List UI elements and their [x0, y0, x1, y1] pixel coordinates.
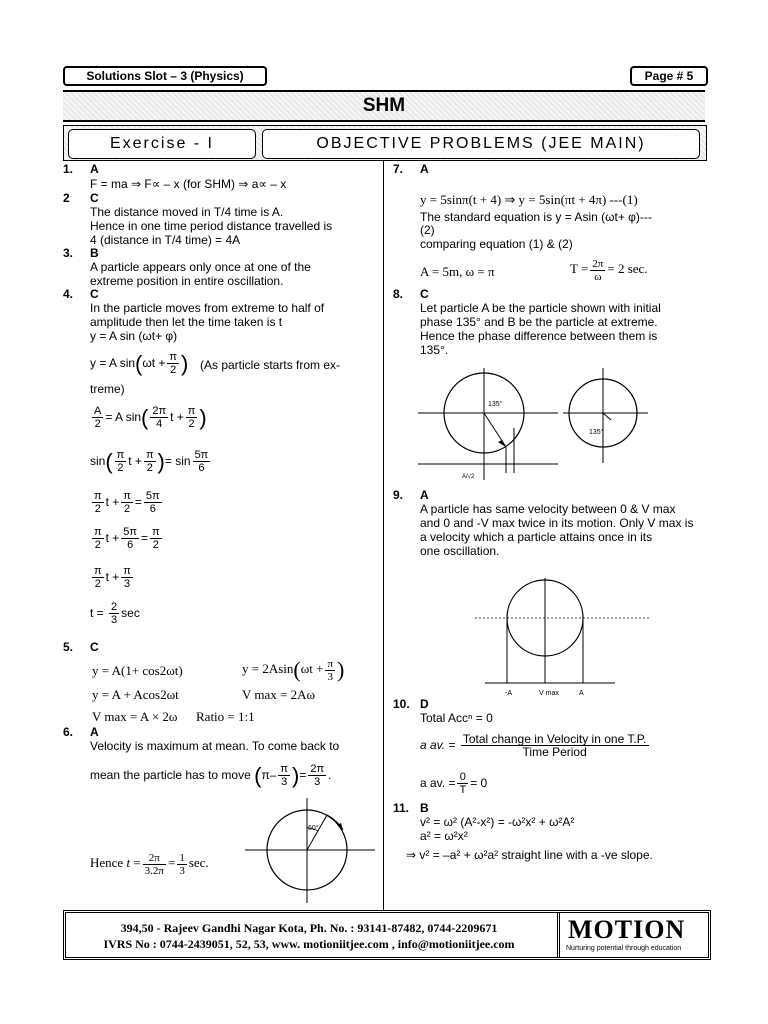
q7-line-4: comparing equation (1) & (2): [420, 237, 573, 251]
q8-line-1: Let particle A be the particle shown with initial: [420, 301, 661, 315]
q2-number: 2: [63, 191, 70, 205]
q2-line-3: 4 (distance in T/4 time) = 4A: [90, 233, 241, 247]
q4-line-2: amplitude then let the time taken is t: [90, 315, 283, 329]
q3-number: 3.: [63, 246, 74, 260]
q9-line-1: A particle has same velocity between 0 & V max: [420, 502, 676, 516]
q9-label-a: A: [579, 690, 584, 697]
q9-line-4: one oscillation.: [420, 544, 500, 558]
q11-answer: B: [420, 801, 429, 815]
q4-equation-3: sin( $\frac{\pi}{2}$ t + $\frac{\pi}{2}$ )= sin $\frac{5\pi}{6}$: [90, 448, 209, 475]
q11-line-1: v² = ω² (A²-x²) = -ω²x² + ω²A²: [420, 815, 575, 829]
exercise-type-text: OBJECTIVE PROBLEMS (JEE MAIN): [316, 135, 646, 152]
q4-sec-label: sec: [121, 606, 140, 620]
q7-line-3: (2): [420, 223, 435, 237]
logo-tagline: Nurturing potential through education: [566, 945, 682, 952]
footer-contact: IVRS No : 0744-2439051, 52, 53, www. motioniitjee.com , info@motioniitjee.com: [103, 937, 515, 951]
q5-line-3b: Ratio = 1:1: [196, 709, 255, 724]
q6-answer: A: [90, 725, 99, 739]
q9-line-2: and 0 and -V max twice in its motion. Only V max is: [420, 516, 694, 530]
q7-period: T = $\frac{2\pi}{\omega}$ = 2 sec.: [570, 257, 648, 283]
footer-address: 394,50 - Rajeev Gandhi Nagar Kota, Ph. No. : 93141-87482, 0744-2209671: [120, 921, 498, 935]
q6-line-2: mean the particle has to move (π– $\frac{\pi}{3}$ )= $\frac{2\pi}{3}$ .: [90, 762, 332, 789]
q8-number: 8.: [393, 287, 404, 301]
column-divider: [383, 160, 384, 910]
q2-line-2: Hence in one time period distance travelled is: [90, 219, 333, 233]
q9-label-v: V max: [539, 690, 559, 697]
q8-amp-label: A/√2: [462, 474, 475, 480]
exercise-label-text: Exercise - I: [109, 135, 214, 152]
q2-line-1: The distance moved in T/4 time is A.: [90, 205, 284, 219]
q7-t-label: T =: [570, 261, 589, 276]
q5-line-2b: V max = 2Aω: [242, 687, 316, 702]
footer: [63, 910, 711, 960]
q4-note-cont: treme): [90, 382, 125, 396]
q7-t-value: = 2 sec.: [607, 261, 648, 276]
q4-line-1: In the particle moves from extreme to half of: [90, 301, 325, 315]
q7-line-2: The standard equation is y = Asin (ωt+ φ)---: [420, 210, 652, 224]
q5-line-2: y = A + Acos2ωt: [92, 687, 179, 702]
logo-text: MOTION: [568, 915, 686, 944]
q10-number: 10.: [393, 697, 410, 711]
motion-logo: [557, 913, 708, 957]
exercise-type-label: [262, 129, 700, 159]
q8-angle-2: 135°: [589, 429, 604, 436]
q4-equation-1: y = A sin(ωt + $\frac{\pi}{2}$ ): [90, 350, 189, 377]
q11-line-3: ⇒ v² = –a² + ω²a² straight line with a -ve slope.: [406, 848, 653, 862]
q4-eq1-label: y = A sin: [90, 356, 136, 370]
exercise-band: [63, 125, 707, 161]
q10-line-1: Total Accⁿ = 0: [420, 711, 493, 725]
q6-number: 6.: [63, 725, 74, 739]
q5-line-3: V max = A × 2ω: [92, 709, 178, 724]
page-number: Page # 5: [644, 69, 694, 83]
q3-line-2: extreme position in entire oscillation.: [90, 274, 284, 288]
q9-velocity-diagram: [475, 578, 650, 700]
q6-circle-diagram: [245, 798, 380, 903]
q2-answer: C: [90, 191, 99, 205]
q8-line-2: phase 135° and B be the particle at extreme.: [420, 315, 658, 329]
q10-formula: a av. = $\frac{\text{Total change in Velocity in one T.P.}}{\text{Time Period}}$: [420, 732, 647, 760]
q4-t-label: t =: [90, 606, 108, 620]
q10-answer: D: [420, 697, 429, 711]
q8-phase-diagram: [418, 368, 708, 488]
q5-line-1: y = A(1+ cos2ωt): [92, 663, 183, 678]
q6-line-1: Velocity is maximum at mean. To come back to: [90, 739, 340, 753]
q6-hence: Hence: [90, 855, 124, 870]
q5-eq-label: y = 2Asin: [242, 661, 294, 676]
q7-line-5: A = 5m, ω = π: [420, 264, 495, 279]
q10-aav: a av.: [420, 738, 446, 752]
q11-line-2: a² = ω²x²: [420, 829, 468, 843]
q10-result: a av. = $\frac{0}{T}$ = 0: [420, 771, 488, 797]
q4-result: t = $\frac{2}{3}$ sec: [90, 601, 140, 627]
q4-equation-2: $\frac{A}{2}$ = A sin( $\frac{2\pi}{4}$ t + $\frac{\pi}{2}$ ): [94, 404, 207, 431]
q4-number: 4.: [63, 287, 74, 301]
q1-answer: A: [90, 162, 99, 176]
q7-answer: A: [420, 162, 429, 176]
q4-line-3: y = A sin (ωt+ φ): [90, 329, 178, 343]
q4-answer: C: [90, 287, 99, 301]
q5-number: 5.: [63, 640, 74, 654]
chapter-title-band: [63, 90, 705, 122]
q11-number: 11.: [393, 801, 410, 815]
svg-text:60°: 60°: [308, 825, 319, 832]
chapter-title: SHM: [362, 95, 406, 116]
q1-number: 1.: [63, 162, 74, 176]
q4-equation-5: $\frac{\pi}{2}$ t + $\frac{5\pi}{6}$ = $\frac{\pi}{2}$: [94, 526, 160, 552]
q4-equation-6: $\frac{\pi}{2}$ t + $\frac{\pi}{3}$: [94, 565, 131, 591]
q6-result: Hence t = $\frac{2\pi}{3.2\pi}$ = $\frac{1}{3}$ sec.: [90, 851, 209, 877]
q9-line-3: a velocity which a particle attains once in its: [420, 530, 653, 544]
q8-answer: C: [420, 287, 429, 301]
q8-line-4: 135°.: [420, 343, 449, 357]
q6-sec: sec.: [188, 855, 209, 870]
q10-denominator: Time Period: [522, 745, 587, 760]
page-number-box: [630, 66, 708, 86]
q5-line-1b: y = 2Asin(ωt + $\frac{\pi}{3}$ ): [242, 657, 345, 683]
q8-line-3: Hence the phase difference between them is: [420, 329, 658, 343]
q9-label-neg-a: -A: [505, 690, 512, 697]
q8-angle-1: 135°: [488, 401, 503, 408]
q10-aav-label: a av. =: [420, 776, 456, 790]
q1-solution: F = ma ⇒ F∝ – x (for SHM) ⇒ a∝ – x: [90, 177, 287, 191]
q10-zero: = 0: [470, 776, 488, 790]
q7-number: 7.: [393, 162, 404, 176]
q9-number: 9.: [393, 488, 404, 502]
q5-answer: C: [90, 640, 99, 654]
q3-answer: B: [90, 246, 99, 260]
exercise-label: [68, 129, 256, 159]
slot-title-box: [63, 66, 267, 86]
q9-answer: A: [420, 488, 429, 502]
q6-line-2-text: mean the particle has to move: [90, 768, 251, 782]
slot-title: Solutions Slot – 3 (Physics): [86, 69, 244, 83]
q4-note: (As particle starts from ex-: [200, 358, 341, 372]
q7-line-1: y = 5sinπ(t + 4) ⇒ y = 5sin(πt + 4π) ---(1): [420, 192, 638, 207]
q10-numerator: Total change in Velocity in one T.P.: [462, 732, 647, 747]
q4-equation-4: $\frac{\pi}{2}$ t + $\frac{\pi}{2}$ = $\frac{5\pi}{6}$: [94, 490, 160, 516]
q3-line-1: A particle appears only once at one of the: [90, 260, 311, 274]
